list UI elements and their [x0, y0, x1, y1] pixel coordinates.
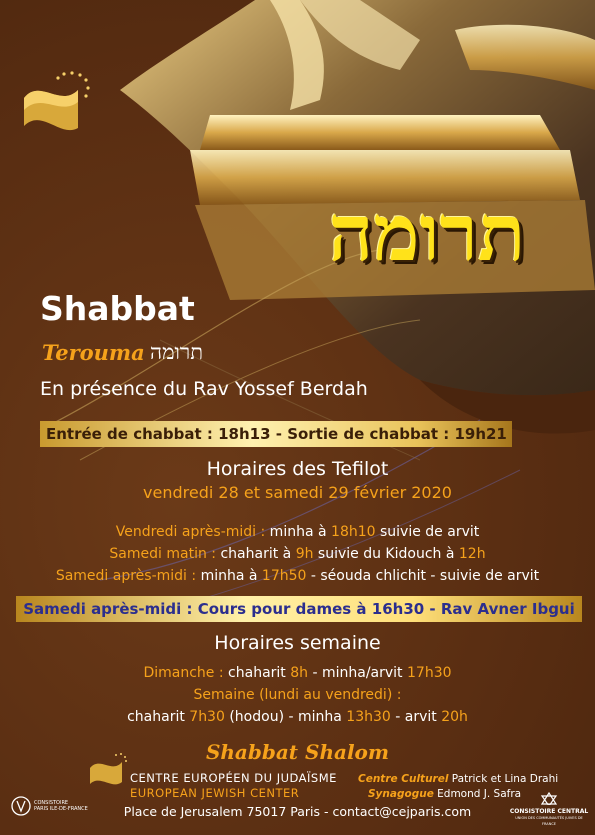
vendredi-line — [0, 524, 595, 540]
semaine-time1: 7h30 — [189, 709, 225, 725]
synagogue — [368, 788, 521, 800]
entree-sortie-band: Entrée de chabbat : 18h13 - Sortie de chabbat : 19h21 — [40, 421, 512, 447]
address-line: Place de Jerusalem 75017 Paris - contact@cejparis.com — [123, 804, 472, 819]
samedi-matin-label: Samedi matin : — [109, 546, 217, 562]
tefilot-title: Horaires des Tefilot — [206, 458, 389, 480]
vendredi-text-b: suivie de arvit — [375, 524, 480, 540]
centre-culturel-label: Centre Culturel — [358, 773, 449, 785]
consistoire-left-text: CONSISTOIRE — [34, 800, 69, 806]
semaine-text-a: chaharit — [127, 709, 190, 725]
samedi-am-label: Samedi après-midi : — [55, 568, 197, 584]
semaine-time3: 20h — [441, 709, 468, 725]
parasha-hebrew: תרומה — [150, 340, 204, 364]
centre-europeen: CENTRE EUROPÉEN DU JUDAÏSME — [130, 771, 337, 785]
dimanche-line — [0, 665, 595, 681]
centre-culturel-name: Patrick et Lina Drahi — [448, 773, 559, 785]
synagogue-name: Edmond J. Safra — [433, 788, 522, 800]
cej-logo-icon — [20, 68, 92, 134]
semaine-time2: 13h30 — [346, 709, 391, 725]
dimanche-time2: 17h30 — [407, 665, 452, 681]
european-jewish-center: EUROPEAN JEWISH CENTER — [130, 786, 300, 800]
dimanche-text-a: chaharit — [223, 665, 291, 681]
consistoire-right-logo — [508, 790, 590, 827]
dimanche-label: Dimanche : — [143, 665, 224, 681]
hebrew-title: תרומה — [328, 188, 526, 279]
samedi-matin-line — [0, 546, 595, 562]
consistoire-left-subtext: PARIS ILE-DE-FRANCE — [34, 806, 88, 812]
samedi-am-line — [0, 568, 595, 584]
samedi-am-text-b: - séouda chlichit - suivie de arvit — [306, 568, 540, 584]
centre-culturel — [358, 773, 558, 785]
samedi-am-text-a: minha à — [196, 568, 262, 584]
presence-line: En présence du Rav Yossef Berdah — [40, 378, 368, 400]
tefilot-dates: vendredi 28 et samedi 29 février 2020 — [143, 483, 452, 502]
semaine-text-b: (hodou) - minha — [224, 709, 347, 725]
semaine-title: Horaires semaine — [214, 632, 381, 654]
synagogue-label: Synagogue — [368, 788, 434, 800]
samedi-matin-time: 9h — [295, 546, 314, 562]
semaine-text-c: - arvit — [390, 709, 442, 725]
shabbat-shalom: Shabbat Shalom — [205, 740, 390, 764]
consistoire-central-emblem-icon — [539, 791, 559, 805]
vendredi-time: 18h10 — [331, 524, 376, 540]
cej-small-logo-icon — [88, 752, 128, 786]
samedi-matin-text-a: chaharit à — [216, 546, 296, 562]
shabbat-heading: Shabbat — [40, 289, 195, 328]
vendredi-label: Vendredi après-midi : — [115, 524, 266, 540]
samedi-am-time: 17h50 — [261, 568, 307, 584]
samedi-matin-text-b: suivie du Kidouch à — [313, 546, 459, 562]
vendredi-text-a: minha à — [265, 524, 332, 540]
semaine-label: Semaine (lundi au vendredi) : — [193, 687, 402, 703]
cours-dames-band: Samedi après-midi : Cours pour dames à 16h30 - Rav Avner Ibgui — [16, 596, 582, 622]
consistoire-right-text: CONSISTOIRE CENTRAL — [509, 808, 589, 815]
consistoire-right-subtext: UNION DES COMMUNAUTÉS JUIVES DE FRANCE — [515, 816, 583, 826]
semaine-line — [0, 709, 595, 725]
parasha-name: Terouma — [42, 340, 145, 365]
dimanche-text-b: - minha/arvit — [308, 665, 407, 681]
dimanche-time1: 8h — [290, 665, 309, 681]
kidouch-time: 12h — [458, 546, 486, 562]
